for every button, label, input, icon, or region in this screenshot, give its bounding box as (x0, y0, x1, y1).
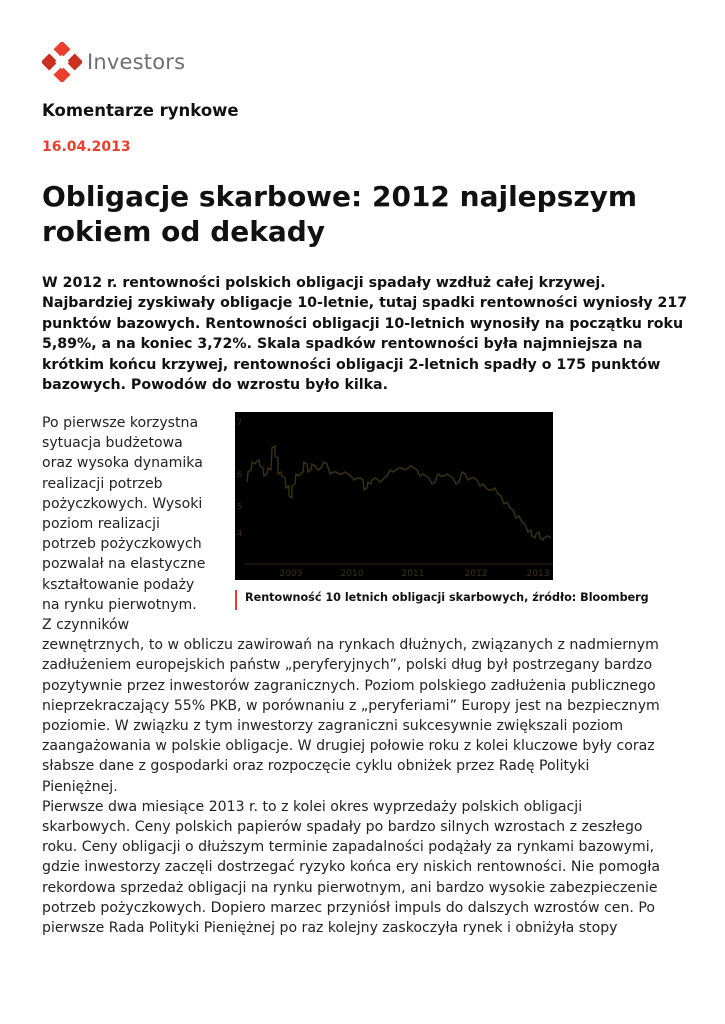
y-tick-label: 6 (237, 470, 243, 479)
paragraph-1-line: zadłużeniem europejskich państw „peryferyjnych”, polski dług był postrzegany bardzo (42, 657, 653, 674)
paragraph-1 (42, 635, 682, 797)
investors-logo-icon (42, 42, 82, 82)
paragraph-1-line: kształtowanie podaży (42, 576, 195, 593)
x-tick-label: 2010 (340, 569, 364, 579)
section-label: Komentarze rynkowe (42, 101, 239, 120)
paragraph-1-line: realizacji potrzeb (42, 475, 163, 492)
brand-logo[interactable] (42, 42, 185, 82)
paragraph-1-line: poziom realizacji (42, 516, 160, 533)
x-tick-label: 2013 (526, 569, 550, 579)
paragraph-1-line: potrzeb pożyczkowych (42, 536, 202, 553)
brand-name: Investors (87, 50, 186, 74)
figure-caption: Rentowność 10 letnich obligacji skarbowych, źródło: Bloomberg (245, 591, 649, 604)
paragraph-2-line: gdzie inwestorzy zaczęli dostrzegać ryzyko końca ery niskich rentowności. Nie pomogła (42, 859, 661, 876)
paragraph-1-line: nieprzekraczający 55% PKB, w porównaniu z „peryferiami” Europy jest na bezpiecznym (42, 697, 660, 714)
paragraph-1-line: poziomie. W związku z tym inwestorzy zagraniczni sukcesywnie zwiększali poziom (42, 718, 624, 735)
paragraph-1-line: zewnętrznych, to w obliczu zawirowań na rynkach dłużnych, związanych z nadmiernym (42, 637, 659, 654)
x-tick-label: 2011 (401, 569, 425, 579)
article-body (42, 413, 682, 938)
article-lead: W 2012 r. rentowności polskich obligacji spadały wzdłuż całej krzywej. Najbardziej zyskiwały obligacje 10-letnie, tutaj spadki rentowności wyniosły 217 punktów bazowych. Rentowności obligacji 10-letnich wynosiły na początku roku 5,89%, a na koniec 3,72%. Skala spadków rentowności była najmniejsza na krótkim końcu krzywej, rentowności obligacji 2-letnich spadły o 175 punktów bazowych. Powodów do wzrostu było kilka. (42, 275, 688, 394)
x-tick-label: 2012 (464, 569, 488, 579)
paragraph-2-line: roku. Ceny obligacji o dłuższym terminie zapadalności podążały za rynkami bazowymi, (42, 839, 655, 856)
y-tick-label: 7 (237, 418, 243, 427)
paragraph-1-line: Z czynników (42, 617, 130, 634)
paragraph-1-line: Pieniężnej. (42, 778, 118, 795)
paragraph-1-line: oraz wysoka dynamika (42, 455, 203, 472)
paragraph-1-line: zaangażowania w polskie obligacje. W drugiej połowie roku z kolei kluczowe były coraz (42, 738, 655, 755)
paragraph-2-line: potrzeb pożyczkowych. Dopiero marzec przyniósł impuls do dalszych wzrostów cen. Po (42, 899, 655, 916)
paragraph-2-line: rekordowa sprzedaż obligacji na rynku pierwotnym, ani bardzo wysokie zabezpieczenie (42, 879, 658, 896)
paragraph-2-line: Pierwsze dwa miesiące 2013 r. to z kolei okres wyprzedaży polskich obligacji (42, 798, 583, 815)
paragraph-1-wrapped (42, 413, 214, 635)
x-tick-label: 2009 (279, 569, 303, 579)
paragraph-2-line: skarbowych. Ceny polskich papierów spadały po bardzo silnych wzrostach z zeszłego (42, 819, 643, 836)
publication-date: 16.04.2013 (42, 139, 131, 155)
paragraph-1-line: na rynku pierwotnym. (42, 596, 197, 613)
paragraph-1-line: Po pierwsze korzystna (42, 415, 199, 431)
paragraph-1-line: pożyczkowych. Wysoki (42, 495, 203, 512)
paragraph-2 (42, 797, 682, 938)
y-tick-label: 4 (237, 529, 243, 538)
paragraph-1-line: słabsze dane z gospodarki oraz rozpoczęcie cyklu obniżek przez Radę Polityki (42, 758, 590, 775)
article-title: Obligacje skarbowe: 2012 najlepszym rokiem od dekady (42, 180, 638, 248)
paragraph-1-line: pozytywnie przez inwestorów zagranicznych. Poziom polskiego zadłużenia publicznego (42, 677, 656, 694)
paragraph-2-line: pierwsze Rada Polityki Pieniężnej po raz kolejny zaskoczyła rynek i obniżyła stopy (42, 920, 618, 937)
paragraph-1-line: sytuacja budżetowa (42, 435, 183, 452)
paragraph-1-line: pozwalał na elastyczne (42, 556, 206, 573)
y-tick-label: 5 (237, 502, 243, 511)
